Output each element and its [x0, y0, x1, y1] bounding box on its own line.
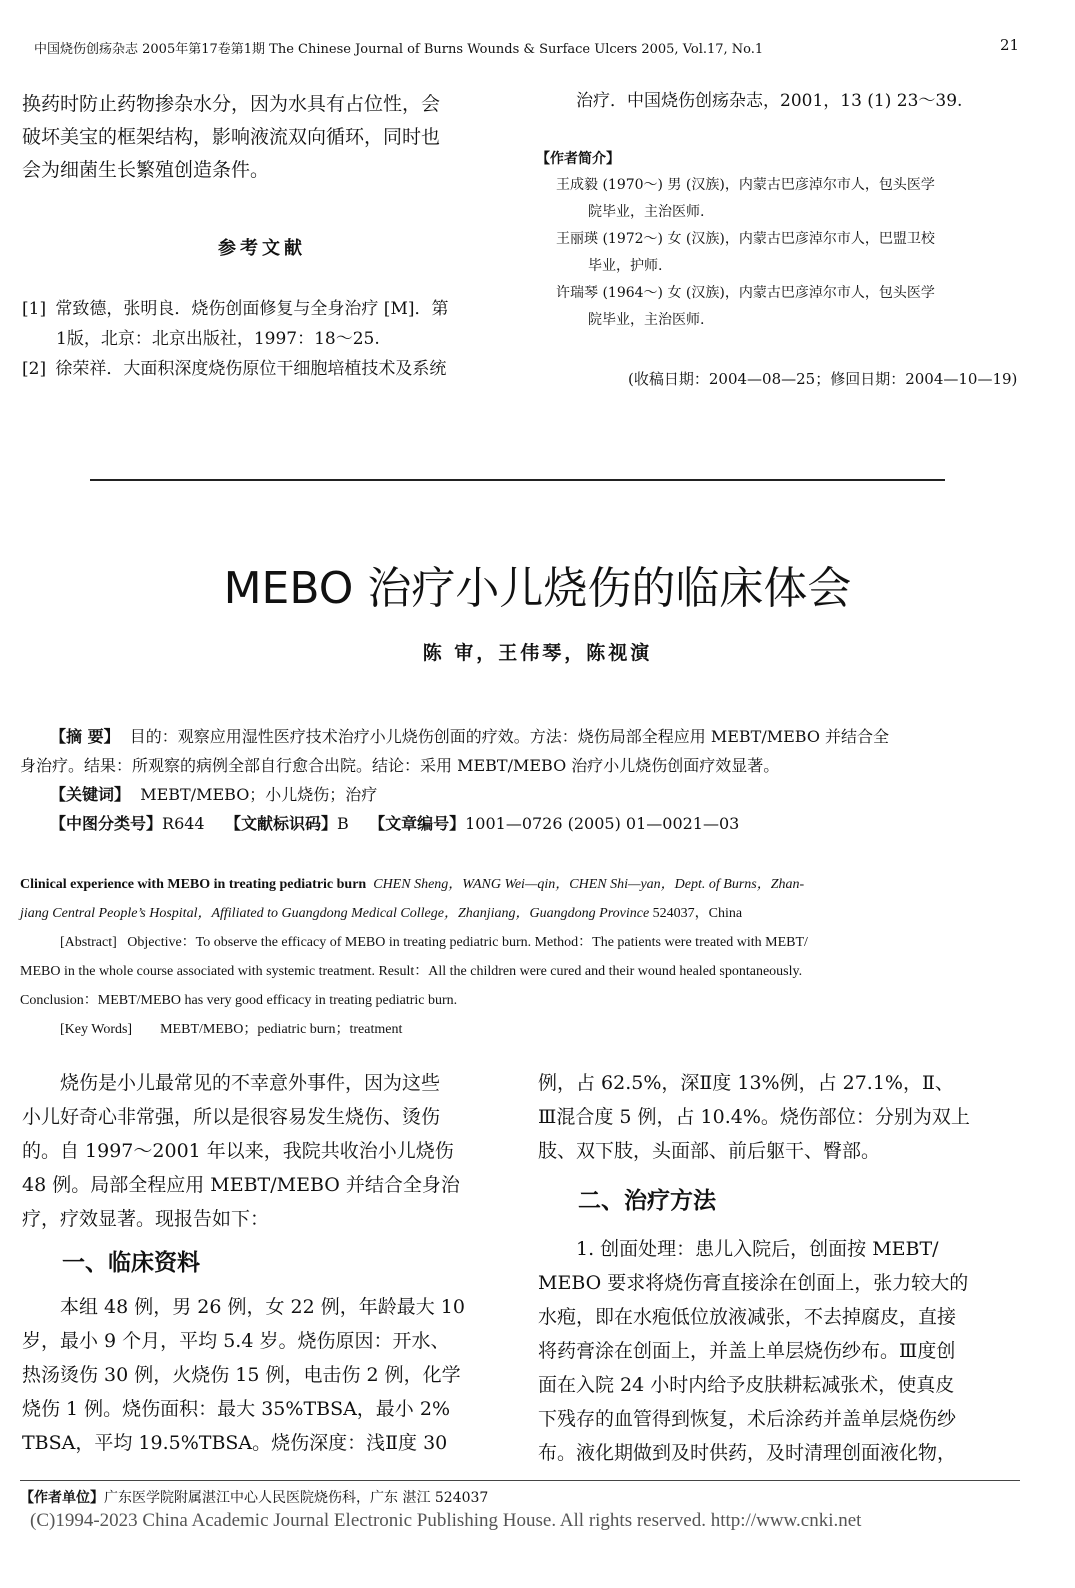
english-authors: CHEN Sheng，WANG Wei—qin，CHEN Shi—yan，Dept. of Burns，Zhan-	[373, 877, 805, 892]
affiliation-label: 【作者单位】	[20, 1490, 104, 1506]
body-right-column	[538, 1066, 1023, 1470]
body-line: TBSA，平均 19.5%TBSA。烧伤深度：浅Ⅱ度 30	[22, 1432, 448, 1454]
section-heading: 二、治疗方法	[578, 1188, 716, 1214]
english-affiliation: jiang Central People’s Hospital，Affiliated to Guangdong Medical College，Zhanjiang，Guangdong Province	[20, 906, 650, 921]
english-zip: 524037，China	[652, 906, 743, 921]
article-authors: 陈 审，王伟琴，陈视演	[422, 642, 653, 664]
reference-continuation: 治疗．中国烧伤创疡杂志，2001，13 (1) 23～39.	[576, 91, 963, 111]
body-line: 本组 48 例，男 26 例，女 22 例，年龄最大 10	[60, 1296, 465, 1318]
clc-label: 【中图分类号】	[50, 814, 163, 833]
body-line: 的。自 1997～2001 年以来，我院共收治小儿烧伤	[22, 1140, 454, 1162]
body-line: 水疱，即在水疱低位放液减张，不去掉腐皮，直接	[538, 1306, 957, 1328]
section-heading: 一、临床资料	[62, 1250, 200, 1276]
author-bio-heading: 【作者简介】	[536, 151, 620, 167]
english-abstract-label: [Abstract]	[60, 935, 117, 950]
english-abstract-text: Conclusion：MEBT/MEBO has very good efficacy in treating pediatric burn.	[20, 993, 458, 1008]
running-header: 中国烧伤创疡杂志 2005年第17卷第1期 The Chinese Journal of Burns Wounds & Surface Ulcers 2005, Vol.17, No.1	[34, 42, 764, 57]
received-dates: (收稿日期：2004—08—25；修回日期：2004—10—19)	[628, 370, 1018, 388]
footnote-rule	[20, 1480, 1020, 1481]
english-abstract	[20, 870, 1025, 1044]
body-line: 岁，最小 9 个月，平均 5.4 岁。烧伤原因：开水、	[22, 1330, 450, 1352]
english-abstract-text: Objective：To observe the efficacy of MEBO in treating pediatric burn. Method：The patients were treated with MEBT/	[127, 935, 808, 950]
references-heading: 参考文献	[218, 238, 306, 259]
doc-code-label: 【文献标识码】	[224, 814, 337, 833]
article-number-label: 【文章编号】	[369, 814, 466, 833]
english-keywords-label: [Key Words]	[60, 1022, 133, 1037]
article-divider	[90, 479, 945, 481]
chinese-abstract	[20, 722, 1030, 838]
body-line: 例，占 62.5%，深Ⅱ度 13%例，占 27.1%，Ⅱ、	[538, 1072, 954, 1094]
copyright-watermark: (C)1994-2023 China Academic Journal Electronic Publishing House. All rights reserved. http://www.cnki.net	[30, 1510, 862, 1531]
author-bios: 王成毅 (1970～) 男 (汉族)，内蒙古巴彦淖尔市人，包头医学 院毕业，主治医师. 王丽瑛 (1972～) 女 (汉族)，内蒙古巴彦淖尔市人，巴盟卫校 毕业，护师. 许瑞琴 (1964～) 女 (汉族)，内蒙古巴彦淖尔市人，包头医学 院毕业，主治医师.	[556, 172, 1026, 334]
reference-item: [1] 常致德，张明良．烧伤创面修复与全身治疗 [M]．第	[22, 299, 449, 319]
reference-list: [1] 常致德，张明良．烧伤创面修复与全身治疗 [M]．第 1版，北京：北京出版社，1997：18～25. [2] 徐荣祥．大面积深度烧伤原位干细胞培植技术及系统	[22, 294, 507, 384]
english-keywords: MEBT/MEBO；pediatric burn；treatment	[160, 1022, 403, 1037]
body-line: Ⅲ混合度 5 例，占 10.4%。烧伤部位：分别为双上	[538, 1106, 970, 1128]
body-line: 肢、双下肢，头面部、前后躯干、臀部。	[538, 1140, 881, 1162]
author-bio: 王成毅 (1970～) 男 (汉族)，内蒙古巴彦淖尔市人，包头医学	[556, 177, 935, 193]
body-line: 疗，疗效显著。现报告如下：	[22, 1208, 270, 1230]
article-number: 1001—0726 (2005) 01—0021—03	[465, 814, 740, 833]
body-line: MEBO 要求将烧伤膏直接涂在创面上，张力较大的	[538, 1272, 969, 1294]
body-left-column	[22, 1066, 502, 1460]
body-line: 下残存的血管得到恢复，术后涂药并盖单层烧伤纱	[538, 1408, 957, 1430]
body-line: 热汤烫伤 30 例，火烧伤 15 例，电击伤 2 例，化学	[22, 1364, 461, 1386]
prev-body-line: 会为细菌生长繁殖创造条件。	[22, 159, 270, 181]
doc-code: B	[336, 814, 349, 833]
clc-number: R644	[162, 814, 205, 833]
author-bio: 许瑞琴 (1964～) 女 (汉族)，内蒙古巴彦淖尔市人，包头医学	[556, 285, 935, 301]
author-affiliation-footnote	[20, 1487, 488, 1507]
body-line: 将药膏涂在创面上，并盖上单层烧伤纱布。Ⅲ度创	[538, 1340, 956, 1362]
english-abstract-text: MEBO in the whole course associated with systemic treatment. Result：All the children were cured and their wound healed spontaneously.	[20, 964, 803, 979]
keywords-label: 【关键词】	[50, 785, 131, 804]
reference-item: [2] 徐荣祥．大面积深度烧伤原位干细胞培植技术及系统	[22, 359, 447, 379]
author-bio: 王丽瑛 (1972～) 女 (汉族)，内蒙古巴彦淖尔市人，巴盟卫校	[556, 231, 935, 247]
affiliation-text: 广东医学院附属湛江中心人民医院烧伤科，广东 湛江 524037	[104, 1490, 489, 1506]
english-title: Clinical experience with MEBO in treating pediatric burn	[20, 877, 367, 892]
body-line: 面在入院 24 小时内给予皮肤耕耘减张术，使真皮	[538, 1374, 955, 1396]
body-line: 烧伤 1 例。烧伤面积：最大 35%TBSA，最小 2%	[22, 1398, 450, 1420]
page-number: 21	[1000, 36, 1020, 54]
prev-body-line: 破坏美宝的框架结构，影响液流双向循环，同时也	[22, 126, 441, 148]
prev-body	[22, 88, 502, 187]
abstract-text: 身治疗。结果：所观察的病例全部自行愈合出院。结论：采用 MEBT/MEBO 治疗小儿烧伤创面疗效显著。	[20, 756, 780, 775]
body-line: 48 例。局部全程应用 MEBT/MEBO 并结合全身治	[22, 1174, 460, 1196]
keywords: MEBT/MEBO；小儿烧伤；治疗	[140, 785, 378, 804]
body-line: 布。液化期做到及时供药，及时清理创面液化物，	[538, 1442, 957, 1464]
body-line: 1. 创面处理：患儿入院后，创面按 MEBT/	[576, 1238, 939, 1260]
article-title: MEBO 治疗小儿烧伤的临床体会	[223, 563, 852, 614]
prev-body-line: 换药时防止药物掺杂水分，因为水具有占位性，会	[22, 93, 441, 115]
abstract-label: 【摘 要】	[50, 727, 120, 746]
body-line: 烧伤是小儿最常见的不幸意外事件，因为这些	[60, 1072, 441, 1094]
body-line: 小儿好奇心非常强，所以是很容易发生烧伤、烫伤	[22, 1106, 441, 1128]
abstract-text: 目的：观察应用湿性医疗技术治疗小儿烧伤创面的疗效。方法：烧伤局部全程应用 MEBT/MEBO 并结合全	[129, 727, 890, 746]
